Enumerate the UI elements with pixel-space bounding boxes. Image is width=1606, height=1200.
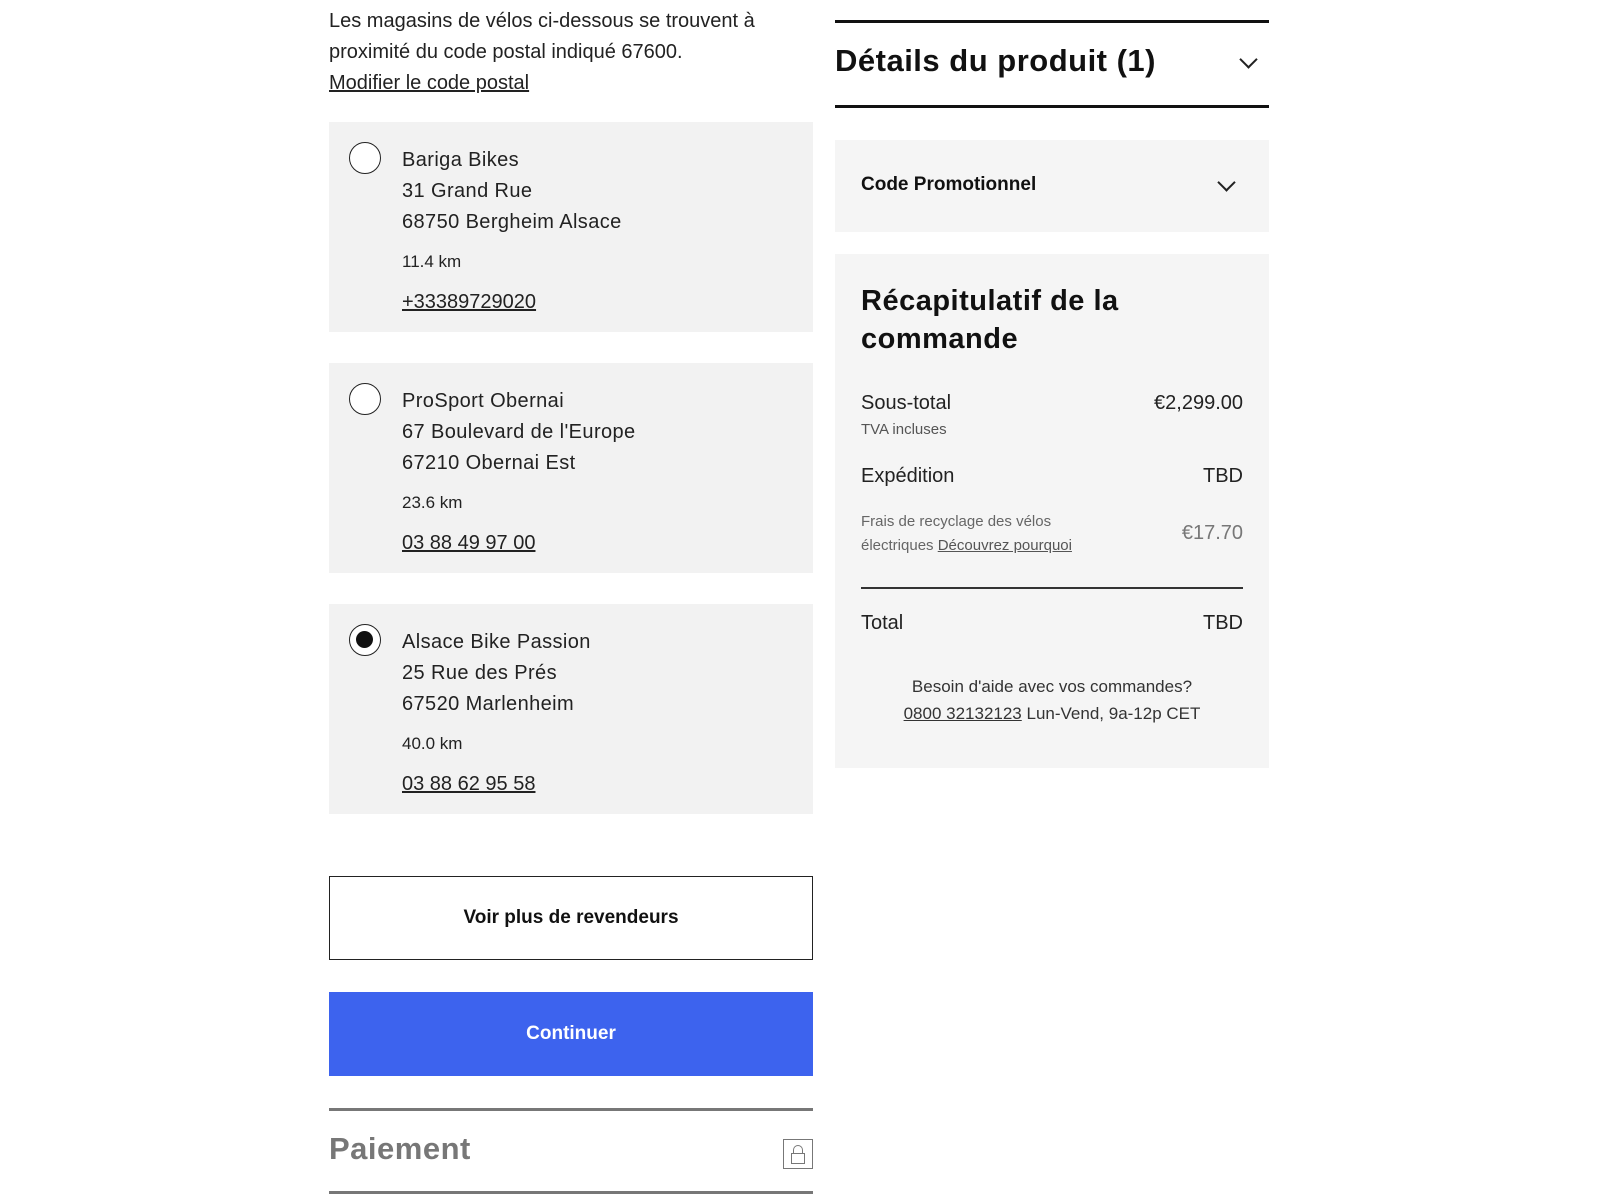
more-dealers-button[interactable]: Voir plus de revendeurs bbox=[329, 876, 813, 960]
dealer-radio[interactable] bbox=[349, 383, 381, 415]
total-label: Total bbox=[861, 612, 904, 634]
recycling-value: €17.70 bbox=[1181, 522, 1243, 544]
recycling-label bbox=[861, 510, 1121, 558]
dealer-radio[interactable] bbox=[349, 142, 381, 174]
dealer-name: ProSport Obernai bbox=[402, 390, 565, 412]
dealer-distance: 40.0 km bbox=[402, 734, 463, 753]
lock-icon bbox=[783, 1139, 813, 1169]
promo-code-toggle[interactable] bbox=[835, 140, 1269, 232]
help-question: Besoin d'aide avec vos commandes? bbox=[911, 677, 1193, 696]
intro-text-line-2: proximité du code postal indiqué 67600. bbox=[329, 41, 683, 63]
dealer-selection-column bbox=[329, 0, 813, 1166]
dealer-info bbox=[402, 145, 622, 314]
chevron-down-icon[interactable] bbox=[1239, 50, 1257, 68]
dealer-radio-selected[interactable] bbox=[349, 624, 381, 656]
dealer-street: 31 Grand Rue bbox=[402, 180, 533, 202]
dealer-name: Bariga Bikes bbox=[402, 149, 520, 171]
dealer-street: 25 Rue des Prés bbox=[402, 662, 557, 684]
help-block bbox=[835, 673, 1269, 727]
dealer-distance: 23.6 km bbox=[402, 493, 463, 512]
continue-button[interactable]: Continuer bbox=[329, 992, 813, 1076]
dealer-phone-link[interactable]: 03 88 49 97 00 bbox=[402, 532, 536, 554]
shipping-row bbox=[861, 465, 1243, 488]
subtotal-value: €2,299.00 bbox=[1154, 392, 1243, 414]
dealer-city: 67210 Obernai Est bbox=[402, 452, 576, 474]
dealer-distance: 11.4 km bbox=[402, 252, 462, 271]
total-value: TBD bbox=[1203, 612, 1243, 634]
payment-title: Paiement bbox=[329, 1131, 471, 1166]
order-summary-panel bbox=[835, 254, 1269, 768]
help-phone-link[interactable]: 0800 32132123 bbox=[903, 704, 1022, 723]
dealer-card-bariga[interactable] bbox=[329, 122, 813, 332]
shipping-value: TBD bbox=[1203, 465, 1243, 487]
recycling-fee-row bbox=[861, 510, 1243, 558]
dealer-info bbox=[402, 627, 591, 796]
vat-note: TVA incluses bbox=[861, 421, 947, 438]
help-contact bbox=[835, 700, 1269, 727]
change-zip-link[interactable]: Modifier le code postal bbox=[329, 72, 530, 94]
dealer-intro bbox=[329, 0, 813, 99]
dealer-card-alsace[interactable] bbox=[329, 604, 813, 814]
dealer-phone-link[interactable]: +33389729020 bbox=[402, 291, 537, 313]
shipping-label: Expédition bbox=[861, 465, 955, 487]
product-details-title: Détails du produit (1) bbox=[835, 43, 1156, 78]
recycling-label-text: Frais de recyclage des vélos électriques bbox=[861, 513, 1052, 554]
dealer-card-prosport[interactable] bbox=[329, 363, 813, 573]
learn-why-link[interactable]: Découvrez pourquoi bbox=[937, 537, 1072, 554]
payment-section bbox=[329, 1108, 813, 1194]
chevron-down-icon[interactable] bbox=[1217, 173, 1235, 191]
subtotal-row bbox=[861, 392, 1243, 438]
promo-code-label: Code Promotionnel bbox=[861, 174, 1037, 195]
help-hours: Lun-Vend, 9a-12p CET bbox=[1026, 704, 1201, 723]
subtotal-label: Sous-total bbox=[861, 392, 952, 414]
dealer-city: 68750 Bergheim Alsace bbox=[402, 211, 622, 233]
intro-text-line-1: Les magasins de vélos ci-dessous se trouvent à bbox=[329, 10, 755, 32]
dealer-phone-link[interactable]: 03 88 62 95 58 bbox=[402, 773, 536, 795]
dealer-city: 67520 Marlenheim bbox=[402, 693, 575, 715]
product-details-toggle[interactable] bbox=[835, 20, 1269, 108]
dealer-info bbox=[402, 386, 636, 555]
summary-title: Récapitulatif de la commande bbox=[861, 285, 1119, 355]
dealer-name: Alsace Bike Passion bbox=[402, 631, 591, 653]
total-row bbox=[861, 612, 1243, 635]
dealer-street: 67 Boulevard de l'Europe bbox=[402, 421, 636, 443]
summary-divider bbox=[861, 587, 1243, 589]
